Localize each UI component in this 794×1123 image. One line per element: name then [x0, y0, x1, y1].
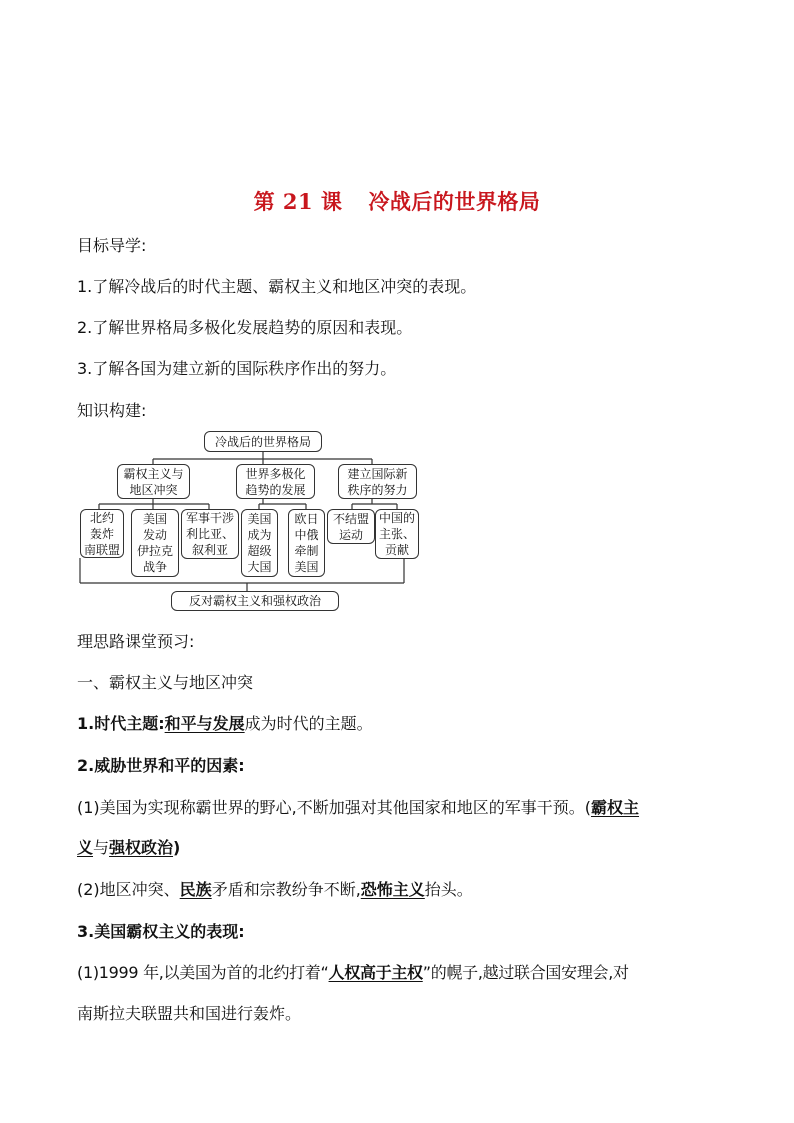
- lesson-title: [0, 186, 794, 216]
- mindmap-leaf: 中国的 主张、 贡献: [375, 509, 419, 559]
- mindmap-leaf: 美国 成为 超级 大国: [241, 509, 278, 577]
- para-text: (1)1999 年,以美国为首的北约打着“: [77, 963, 329, 982]
- content-para-3-1: [77, 960, 629, 983]
- lesson-number: 第 21 课: [253, 189, 343, 214]
- para-label: 1.时代主题:: [77, 714, 165, 733]
- answer-text: 霸权主: [591, 798, 640, 817]
- mindmap-leaf: 美国 发动 伊拉克 战争: [131, 509, 179, 577]
- mindmap-leaf: 欧日 中俄 牵制 美国: [288, 509, 325, 577]
- para-text: ): [173, 838, 181, 857]
- answer-text: 强权政治: [109, 838, 174, 857]
- para-text: (1)美国为实现称霸世界的野心,不断加强对其他国家和地区的军事干预。(: [77, 798, 591, 817]
- para-text: 抬头。: [424, 880, 473, 899]
- para-text: 成为时代的主题。: [244, 714, 373, 733]
- mindmap-leaf: 不结盟 运动: [327, 509, 375, 544]
- mindmap-branch: 霸权主义与 地区冲突: [117, 464, 190, 499]
- knowledge-mindmap: [77, 428, 422, 614]
- content-heading-3: 3.美国霸权主义的表现:: [77, 922, 245, 941]
- answer-text: 和平与发展: [164, 714, 245, 733]
- answer-text: 民族: [179, 880, 212, 899]
- mindmap-branch: 世界多极化 趋势的发展: [236, 464, 315, 499]
- goal-item: 2.了解世界格局多极化发展趋势的原因和表现。: [77, 318, 413, 337]
- para-text: 与: [93, 838, 110, 857]
- knowledge-heading: 知识构建:: [77, 401, 147, 420]
- mindmap-leaf: 军事干涉 利比亚、 叙利亚: [181, 509, 239, 559]
- para-text: ”的幌子,越过联合国安理会,对: [422, 963, 629, 982]
- answer-text: 义: [77, 838, 94, 857]
- goal-item: 1.了解冷战后的时代主题、霸权主义和地区冲突的表现。: [77, 277, 477, 296]
- para-text: (2)地区冲突、: [77, 880, 180, 899]
- answer-text: 恐怖主义: [360, 880, 425, 899]
- mindmap-root: 冷战后的世界格局: [204, 431, 322, 452]
- content-para-3-1-cont: 南斯拉夫联盟共和国进行轰炸。: [77, 1004, 302, 1023]
- content-para-1: [77, 711, 373, 734]
- goal-item: 3.了解各国为建立新的国际秩序作出的努力。: [77, 359, 397, 378]
- mindmap-bottom: 反对霸权主义和强权政治: [171, 591, 339, 611]
- para-text: 矛盾和宗教纷争不断,: [211, 880, 361, 899]
- lesson-name: 冷战后的世界格局: [368, 189, 541, 214]
- goals-heading: 目标导学:: [77, 236, 147, 255]
- mindmap-branch: 建立国际新 秩序的努力: [338, 464, 417, 499]
- content-para-2-2: [77, 877, 473, 900]
- content-heading-2: 2.威胁世界和平的因素:: [77, 756, 245, 775]
- answer-text: 人权高于主权: [328, 963, 423, 982]
- mindmap-leaf: 北约 轰炸 南联盟: [80, 509, 124, 558]
- content-para-2-1-cont: [77, 835, 180, 858]
- content-para-2-1: [77, 795, 639, 818]
- section-heading: 一、霸权主义与地区冲突: [77, 673, 254, 692]
- preview-heading: 理思路课堂预习:: [77, 632, 195, 651]
